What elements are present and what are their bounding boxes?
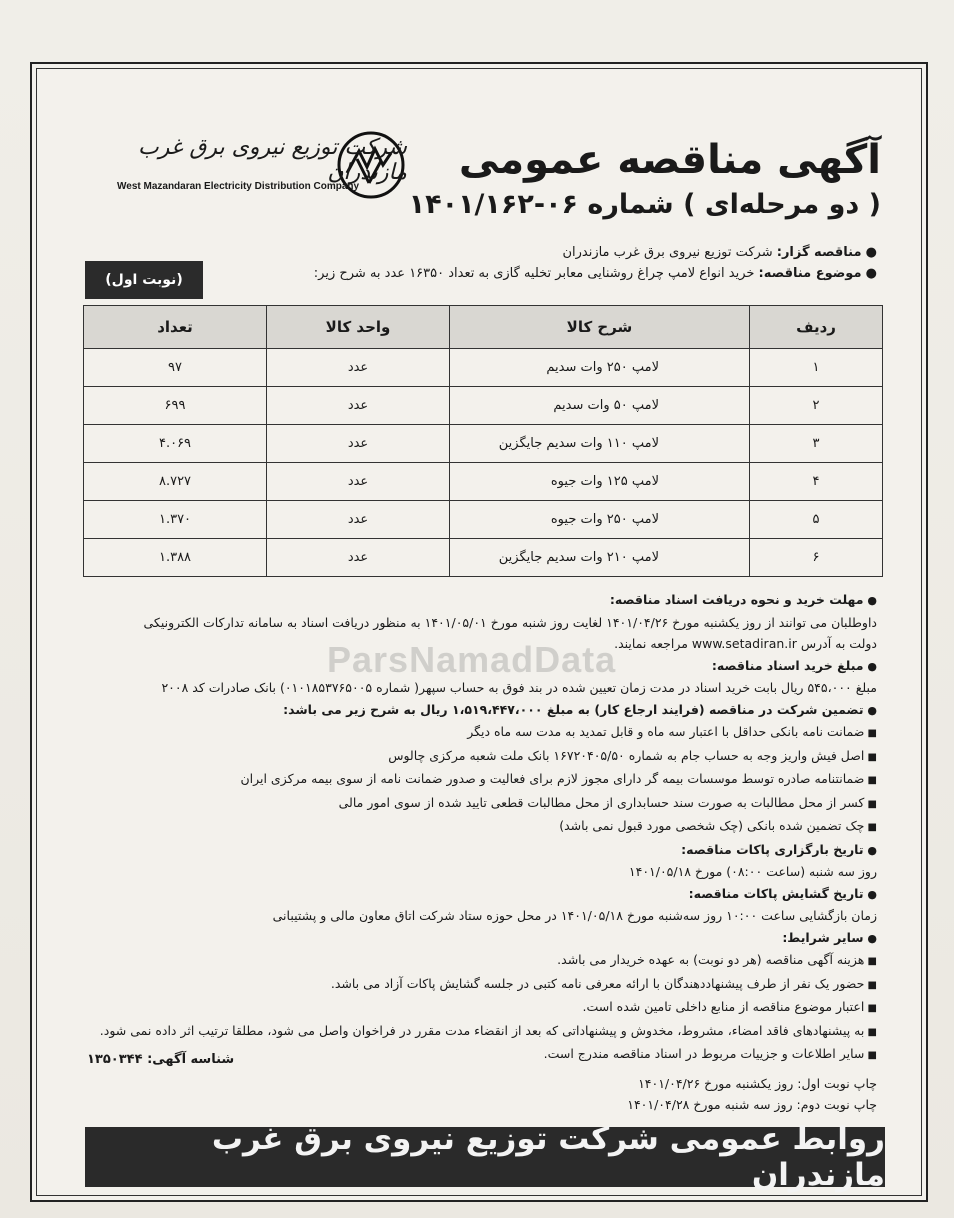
table-row [84,501,883,539]
row-number-cell: ۳ [750,425,883,463]
quantity-cell: ۶۹۹ [84,387,267,425]
quantity-cell: ۱.۳۷۰ [84,501,267,539]
company-name-fa: شرکت توزیع نیروی برق غرب مازندران [138,135,407,185]
description-cell: لامپ ۲۵۰ وات جیوه [450,501,750,539]
unit-cell: عدد [267,425,450,463]
unit-cell: عدد [267,387,450,425]
section-text: داوطلبان می توانند از روز یکشنبه مورخ ۱۴۰۱/۰۴/۲۶ لغایت روز شنبه مورخ ۱۴۰۱/۰۵/۰۱ به منظور دریافت اسناد به سامانه تدارکات الکترونیکی [143,614,877,630]
bullet-item: ■ به پیشنهادهای فاقد امضاء، مشروط، مخدوش و پیشنهاداتی که بعد از انقضاء مدت مقرر در فراخوان واصل می شود، مطلقا ترتیب اثر داده نمی شود. [57,1020,877,1044]
section-heading: ● تاریخ بارگزاری پاکات مناقصه: [57,839,877,862]
table-row [84,349,883,387]
table-header-row [84,306,883,349]
items-table [83,305,883,577]
quantity-cell: ۱.۳۸۸ [84,539,267,577]
print-second: چاپ نوبت دوم: روز سه شنبه مورخ ۱۴۰۱/۰۴/۲۸ [627,1097,877,1112]
unit-cell: عدد [267,349,450,387]
description-cell: لامپ ۵۰ وات سدیم [450,387,750,425]
row-number-cell: ۲ [750,387,883,425]
bullet-item: ■ چک تضمین شده بانکی (چک شخصی مورد قبول نمی باشد) [57,815,877,839]
section-heading: ● مبلغ خرید اسناد مناقصه: [57,655,877,678]
section-heading: ● مهلت خرید و نحوه دریافت اسناد مناقصه: [57,589,877,612]
bullet-item: ■ هزینه آگهی مناقصه (هر دو نوبت) به عهده خریدار می باشد. [57,949,877,973]
organizer-line: ● مناقصه گزار: شرکت توزیع نیروی برق غرب مازندران [562,245,877,260]
tender-conditions [57,589,877,1067]
section-text: مبلغ ۵۴۵،۰۰۰ ریال بابت خرید اسناد در مدت زمان تعیین شده در بند فوق به حساب سپهر( شماره ۰۱۰۱۸۵۳۷۶۵۰۰۵) بانک صادرات کد ۲۰۰۸ [161,680,877,695]
section-text: روز سه شنبه (ساعت ۰۸:۰۰) مورخ ۱۴۰۱/۰۵/۱۸ [628,864,877,879]
ad-identifier: شناسه آگهی: ۱۳۵۰۳۴۴ [87,1052,235,1067]
bullet-item: ■ کسر از محل مطالبات به صورت سند حسابداری از محل مطالبات قطعی تایید شده از سوی امور مالی [57,792,877,816]
section-heading: ● سایر شرایط: [57,927,877,950]
round-badge: (نوبت اول) [85,261,203,299]
bullet-item: ■ ضمانت نامه بانکی حداقل با اعتبار سه ماه و قابل تمدید به مدت سه ماه دیگر [57,721,877,745]
col-description: شرح کالا [450,306,750,349]
table-row [84,539,883,577]
description-cell: لامپ ۲۵۰ وات سدیم [450,349,750,387]
print-first: چاپ نوبت اول: روز یکشنبه مورخ ۱۴۰۱/۰۴/۲۶ [638,1076,877,1091]
bullet-item: ■ حضور یک نفر از طرف پیشنهاددهندگان با ارائه معرفی نامه کتبی در جلسه گشایش پاکات آزاد می باشد. [57,973,877,997]
quantity-cell: ۹۷ [84,349,267,387]
table-row [84,425,883,463]
print-dates [627,1073,877,1115]
bullet-item: ■ سایر اطلاعات و جزییات مربوط در اسناد مناقصه مندرج است. [57,1043,877,1067]
section-heading: ● تضمین شرکت در مناقصه (فرایند ارجاع کار) به مبلغ ۱،۵۱۹،۴۴۷،۰۰۰ ریال به شرح زیر می باشد: [57,699,877,722]
row-number-cell: ۱ [750,349,883,387]
description-cell: لامپ ۱۱۰ وات سدیم جایگزین [450,425,750,463]
row-number-cell: ۶ [750,539,883,577]
table-row [84,463,883,501]
row-number-cell: ۵ [750,501,883,539]
tender-number: ( دو مرحله‌ای ) شماره ۰۶-۱۴۰۱/۱۶۲ [408,189,881,220]
bullet-item: ■ اعتبار موضوع مناقصه از منابع داخلی تامین شده است. [57,996,877,1020]
organizer-value: شرکت توزیع نیروی برق غرب مازندران [562,245,773,260]
unit-cell: عدد [267,539,450,577]
row-number-cell: ۴ [750,463,883,501]
ad-frame [30,62,928,1202]
unit-cell: عدد [267,463,450,501]
watermark: ParsNamadData [327,639,617,680]
description-cell: لامپ ۲۱۰ وات سدیم جایگزین [450,539,750,577]
company-name-en: West Mazandaran Electricity Distribution Company [117,181,360,192]
col-quantity: تعداد [84,306,267,349]
subject-value: خرید انواع لامپ چراغ روشنایی معابر تخلیه گازی به تعداد ۱۶۳۵۰ عدد به شرح زیر: [313,266,755,281]
subject-label: موضوع مناقصه: [758,266,862,281]
unit-cell: عدد [267,501,450,539]
organizer-label: مناقصه گزار: [776,245,862,260]
company-logo [77,129,407,209]
section-text: زمان بازگشایی ساعت ۱۰:۰۰ روز سه‌شنبه مورخ ۱۴۰۱/۰۵/۱۸ در محل حوزه ستاد شرکت اتاق معاون مالی و پشتیبانی [272,908,877,923]
page-title: آگهی مناقصه عمومی [458,137,881,183]
description-cell: لامپ ۱۲۵ وات جیوه [450,463,750,501]
table-row [84,387,883,425]
section-text: دولت به آدرس www.setadiran.ir مراجعه نمایند. [614,636,877,651]
quantity-cell: ۸.۷۲۷ [84,463,267,501]
bullet-item: ■ اصل فیش واریز وجه به حساب جام به شماره ۱۶۷۲۰۴۰۵/۵۰ بانک ملت شعبه مرکزی چالوس [57,745,877,769]
ad-inner-border [36,68,922,1196]
col-row-number: ردیف [750,306,883,349]
subject-line: ● موضوع مناقصه: خرید انواع لامپ چراغ روشنایی معابر تخلیه گازی به تعداد ۱۶۳۵۰ عدد به شرح زیر: [313,266,877,281]
col-unit: واحد کالا [267,306,450,349]
section-heading: ● تاریخ گشایش پاکات مناقصه: [57,883,877,906]
public-relations-banner: روابط عمومی شرکت توزیع نیروی برق غرب مازندران [85,1127,885,1187]
bullet-item: ■ ضمانتنامه صادره توسط موسسات بیمه گر دارای مجوز لازم برای فعالیت و صدور ضمانت نامه از سوی بیمه مرکزی ایران [57,768,877,792]
table-body [84,349,883,577]
quantity-cell: ۴.۰۶۹ [84,425,267,463]
